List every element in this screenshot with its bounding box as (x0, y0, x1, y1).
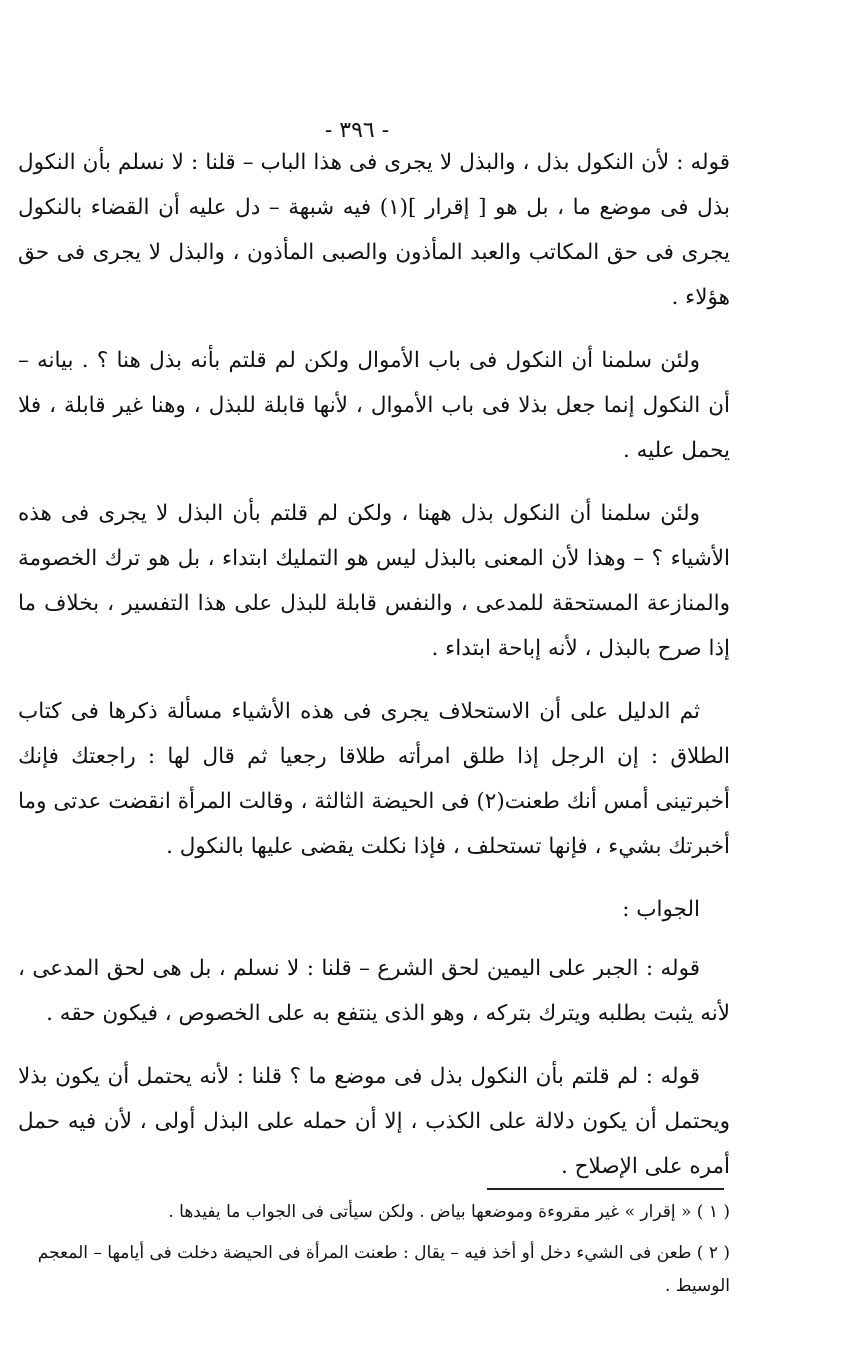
section-heading-answer: الجواب : (622, 897, 700, 922)
main-text (18, 140, 730, 1207)
footnote-1: ( ١ ) « إقرار » غير مقروءة وموضعها بياض . ولكن سيأتى فى الجواب ما يفيدها . (168, 1202, 730, 1222)
paragraph-1: قوله : لأن النكول بذل ، والبذل لا يجرى فى هذا الباب – قلنا : لا نسلم بأن النكول بذل فى موضع ما ، بل هو [ إقرار ](١) فيه شبهة – دل عليه أن القضاء بالنكول يجرى فى حق المكاتب والعبد المأذون والصبى المأذون ، والبذل لا يجرى فى حق هؤلاء . (18, 150, 730, 310)
page-number: - ٣٩٦ - (324, 118, 390, 143)
footnote-divider (487, 1188, 724, 1190)
footnotes (18, 1196, 730, 1311)
paragraph-7: قوله : لم قلتم بأن النكول بذل فى موضع ما ؟ قلنا : لأنه يحتمل أن يكون بذلا ويحتمل أن يكون دلالة على الكذب ، إلا أن حمله على البذل أولى ، لأن فيه حمل أمره على الإصلاح . (18, 1064, 730, 1179)
paragraph-3: ولئن سلمنا أن النكول بذل ههنا ، ولكن لم قلتم بأن البذل لا يجرى فى هذه الأشياء ؟ – وهذا لأن المعنى بالبذل ليس هو التمليك ابتداء ، بل هو ترك الخصومة والمنازعة المستحقة للمدعى ، والنفس قابلة للبذل على هذا التفسير ، بخلاف ما إذا صرح بالبذل ، لأنه إباحة ابتداء . (18, 501, 730, 661)
paragraph-6: قوله : الجبر على اليمين لحق الشرع – قلنا : لا نسلم ، بل هى لحق المدعى ، لأنه يثبت بطلبه ويترك بتركه ، وهو الذى ينتفع به على الخصوص ، فيكون حقه . (18, 956, 730, 1026)
footnote-2: ( ٢ ) طعن فى الشيء دخل أو أخذ فيه – يقال : طعنت المرأة فى الحيضة دخلت فى أيامها – المعجم الوسيط . (37, 1243, 730, 1296)
paragraph-4: ثم الدليل على أن الاستحلاف يجرى فى هذه الأشياء مسألة ذكرها فى كتاب الطلاق : إن الرجل إذا طلق امرأته طلاقا رجعيا ثم قال لها : راجعتك فإنك أخبرتينى أمس أنك طعنت(٢) فى الحيضة الثالثة ، وقالت المرأة انقضت عدتى وما أخبرتك بشيء ، فإنها تستحلف ، فإذا نكلت يقضى عليها بالنكول . (18, 699, 730, 859)
paragraph-2: ولئن سلمنا أن النكول فى باب الأموال ولكن لم قلتم بأنه بذل هنا ؟ . بيانه – أن النكول إنما جعل بذلا فى باب الأموال ، لأنها قابلة للبذل ، وهنا غير قابلة ، فلا يحمل عليه . (18, 348, 730, 463)
